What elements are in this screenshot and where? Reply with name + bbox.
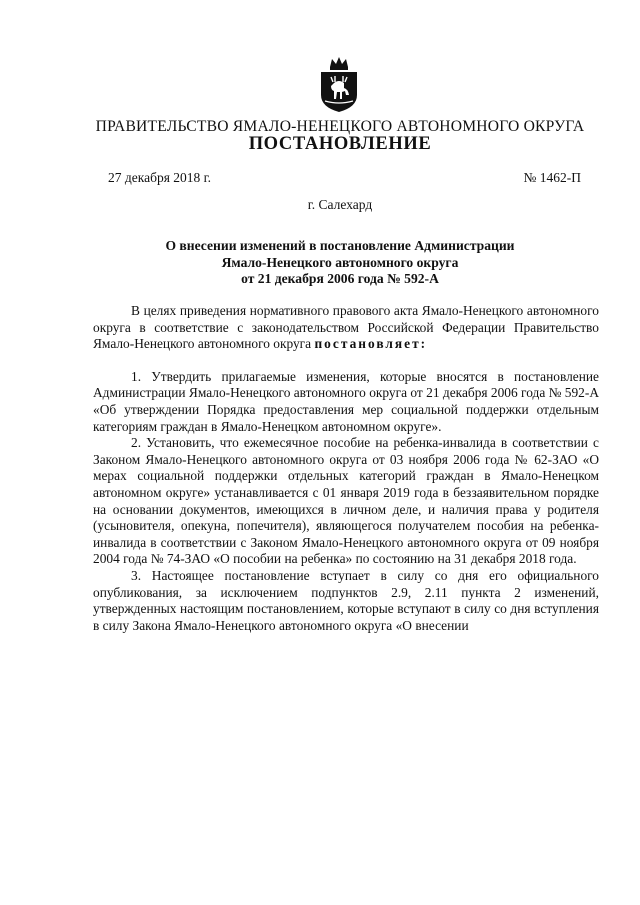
title-line: О внесении изменений в постановление Администрации [165, 238, 515, 253]
document-city: г. Салехард [307, 197, 373, 212]
title-line: от 21 декабря 2006 года № 592-А [241, 271, 439, 286]
item-paragraph-3: 3. Настоящее постановление вступает в силу со дня его официального опубликования, за исключением подпунктов 2.9, 2.11 пункта 2 изменений, утвержденных настоящим постановлением, которые вступают в силу со дня вступления в силу Закона Ямало-Ненецкого автономного округа «О внесении [93, 567, 599, 633]
preamble-paragraph [93, 303, 599, 353]
decree-word: постановляет: [314, 336, 428, 352]
item-paragraph-2: 2. Установить, что ежемесячное пособие на ребенка-инвалида в соответствии с Законом Ямало-Ненецкого автономного округа от 03 ноября 2006 года № 62-ЗАО «О мерах социальной поддержки отдельных категорий граждан в Ямало-Ненецком автономном округе» устанавливается с 01 января 2019 года в беззаявительном порядке на основании документов, имеющихся в личном деле, и наличия права у родителя (усыновителя, опекуна, попечителя), являющегося получателем пособия на ребенка-инвалида в соответствии с Законом Ямало-Ненецкого автономного округа от 09 ноября 2004 года № 74-ЗАО «О пособии на ребенка» по состоянию на 31 декабря 2018 года. [93, 435, 599, 567]
document-type: ПОСТАНОВЛЕНИЕ [248, 134, 432, 154]
document-number: № 1462-П [523, 170, 581, 185]
document-date: 27 декабря 2018 г. [108, 170, 212, 185]
preamble-text: В целях приведения нормативного правового акта Ямало-Ненецкого автономного округа в соответствие с законодательством Российской Федерации Правительство Ямало-Ненецкого автономного округа [93, 303, 599, 352]
title-line: Ямало-Ненецкого автономного округа [221, 254, 459, 270]
item-paragraph-1: 1. Утвердить прилагаемые изменения, которые вносятся в постановление Администрации Ямало-Ненецкого автономного округа от 21 декабря 2006 года № 592-А «Об утверждении Порядка предоставления мер социальной поддержки отдельным категориям граждан в Ямало-Ненецком автономном округе». [93, 368, 599, 434]
organization-name: ПРАВИТЕЛЬСТВО ЯМАЛО-НЕНЕЦКОГО АВТОНОМНОГО ОКРУГА [95, 118, 585, 135]
coat-of-arms-icon [318, 55, 360, 113]
document-title [60, 238, 620, 288]
document-body [93, 303, 599, 634]
